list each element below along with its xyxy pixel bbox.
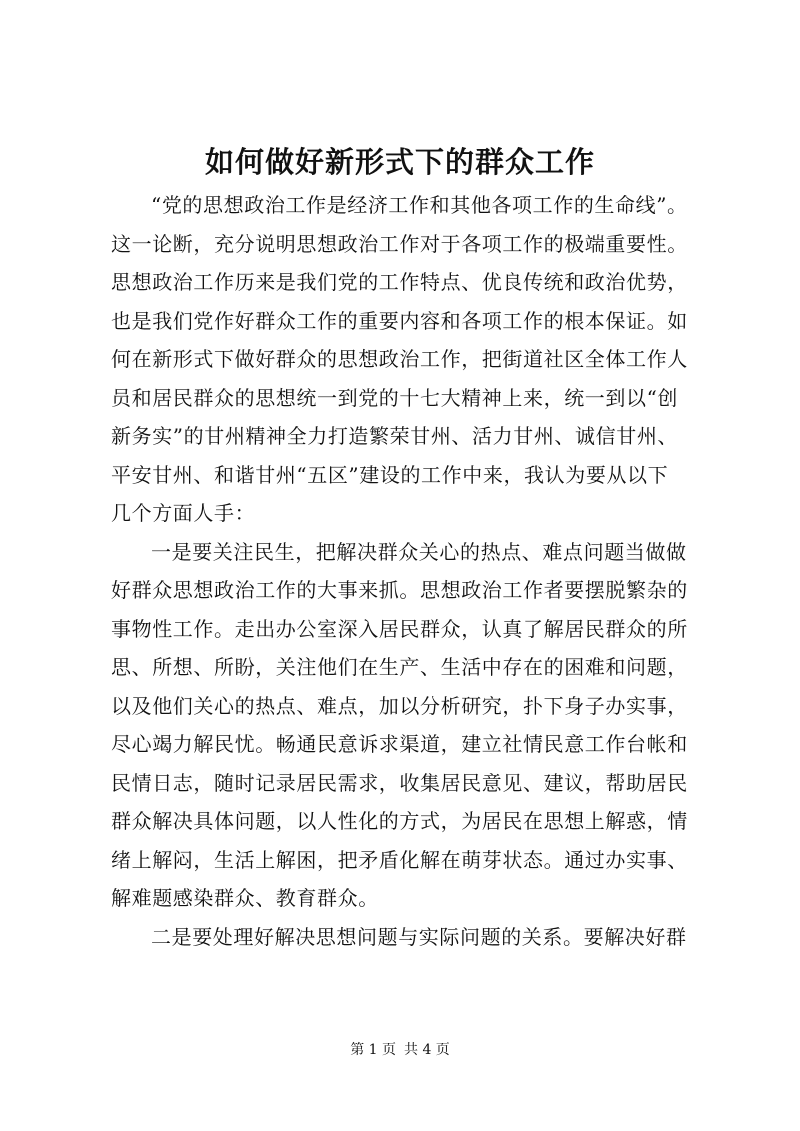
body-line: 群众解决具体问题，以人性化的方式，为居民在思想上解惑，情 [111,809,688,833]
body-line: 何在新形式下做好群众的思想政治工作，把街道社区全体工作人 [111,347,688,371]
body-line: 思想政治工作历来是我们党的工作特点、优良传统和政治优势， [111,270,688,294]
body-line: 绪上解闷，生活上解困，把矛盾化解在萌芽状态。通过办实事、 [111,847,688,872]
body-line: 几个方面人手： [111,501,256,525]
body-line: 尽心竭力解民忧。畅通民意诉求渠道，建立社情民意工作台帐和 [111,732,688,756]
body-line: 新务实”的甘州精神全力打造繁荣甘州、活力甘州、诚信甘州、 [111,424,679,448]
page-number: 第 1 页 [350,1042,396,1058]
body-line: 这一论断，充分说明思想政治工作对于各项工作的极端重要性。 [111,231,688,256]
document-title: 如何做好新形式下的群众工作 [204,145,595,179]
body-line: 民情日志，随时记录居民需求，收集居民意见、建议，帮助居民 [111,770,688,795]
body-line: 思、所想、所盼，关注他们在生产、生活中存在的困难和问题， [111,655,688,679]
body-line: 解难题感染群众、教育群众。 [111,886,379,910]
body-line: 也是我们党作好群众工作的重要内容和各项工作的根本保证。如 [111,308,688,333]
body-line: 员和居民群众的思想统一到党的十七大精神上来，统一到以“创 [111,385,679,410]
page-footer [0,1040,800,1060]
page-total: 共 4 页 [404,1042,450,1058]
body-line: 以及他们关心的热点、难点，加以分析研究，扑下身子办实事， [111,693,688,718]
body-line: 好群众思想政治工作的大事来抓。思想政治工作者要摆脱繁杂的 [111,578,688,602]
document-body [111,186,711,956]
body-line: 一是要关注民生，把解决群众关心的热点、难点问题当做做 [151,539,687,564]
body-line: 二是要处理好解决思想问题与实际问题的关系。要解决好群 [151,924,687,949]
body-line: 平安甘州、和谐甘州“五区”建设的工作中来，我认为要从以下 [111,462,669,487]
body-line: 事物性工作。走出办公室深入居民群众，认真了解居民群众的所 [111,616,688,641]
body-line: “党的思想政治工作是经济工作和其他各项工作的生命线”。 [151,193,688,217]
